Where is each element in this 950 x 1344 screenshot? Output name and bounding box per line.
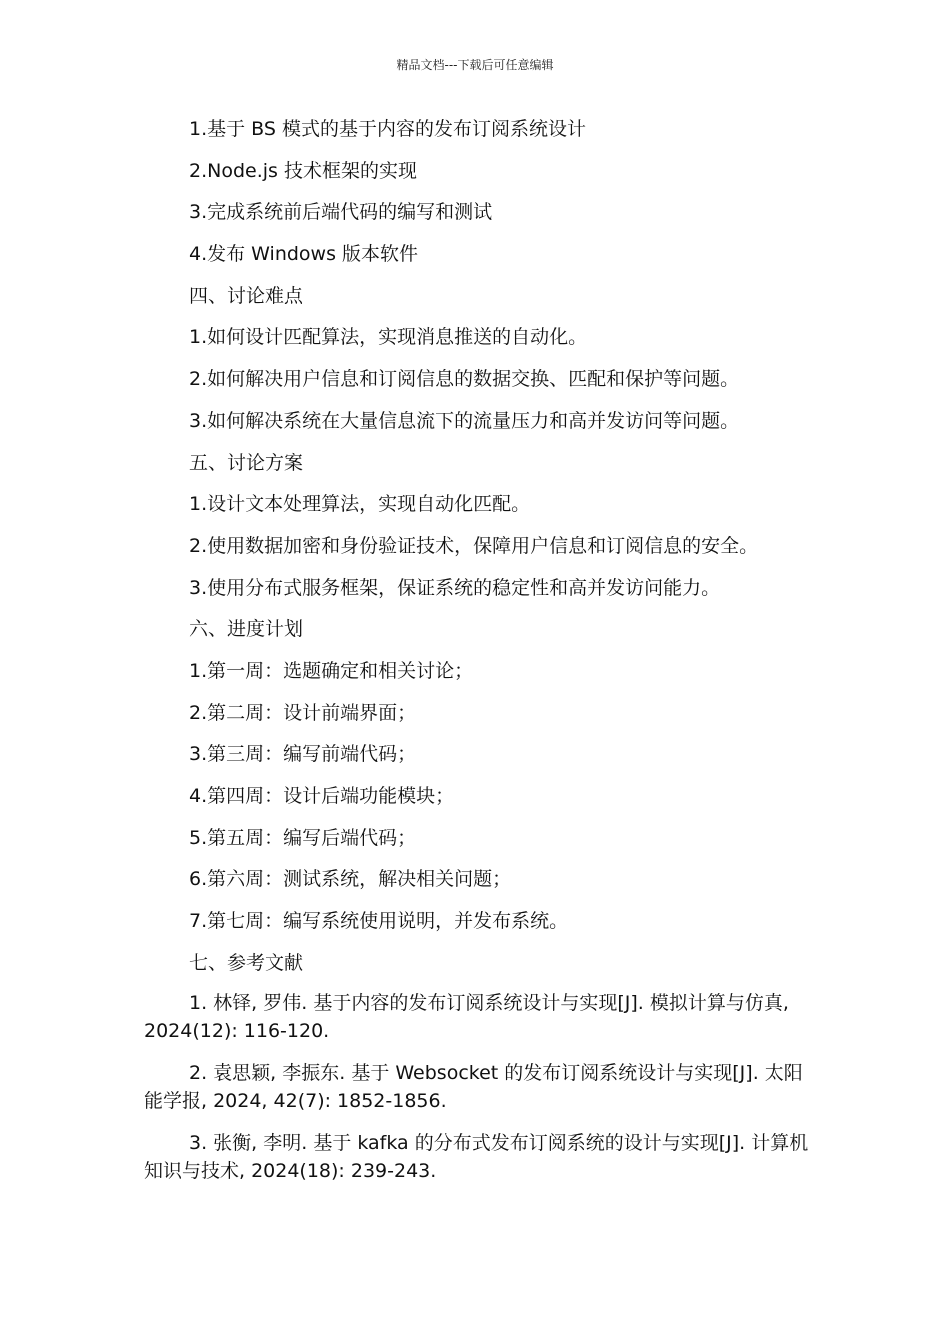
list-item: 1.第一周：选题确定和相关讨论； bbox=[189, 659, 474, 682]
list-item: 1.设计文本处理算法，实现自动化匹配。 bbox=[189, 493, 531, 516]
reference-item: 1. 林铎, 罗伟. 基于内容的发布订阅系统设计与实现[J]. 模拟计算与仿真, 2024(12): 116-120. bbox=[144, 992, 789, 1043]
list-item: 2.如何解决用户信息和订阅信息的数据交换、匹配和保护等问题。 bbox=[189, 368, 740, 391]
list-item: 6.第六周：测试系统，解决相关问题； bbox=[189, 868, 512, 891]
reference-item: 3. 张衡, 李明. 基于 kafka 的分布式发布订阅系统的设计与实现[J]. 计算机知识与技术, 2024(18): 239-243. bbox=[144, 1132, 809, 1183]
list-item: 2.使用数据加密和身份验证技术，保障用户信息和订阅信息的安全。 bbox=[189, 534, 759, 557]
list-item: 3.如何解决系统在大量信息流下的流量压力和高并发访问等问题。 bbox=[189, 409, 740, 432]
list-item: 3.完成系统前后端代码的编写和测试 bbox=[189, 201, 493, 224]
section-heading: 五、讨论方案 bbox=[189, 451, 304, 474]
list-item: 3.第三周：编写前端代码； bbox=[189, 743, 417, 766]
list-item: 4.第四周：设计后端功能模块； bbox=[189, 785, 455, 807]
list-item: 4.发布 Windows 版本软件 bbox=[189, 243, 419, 266]
reference-item: 2. 袁思颖, 李振东. 基于 Websocket 的发布订阅系统设计与实现[J]. 太阳能学报, 2024, 42(7): 1852-1856. bbox=[144, 1062, 803, 1113]
list-item: 7.第七周：编写系统使用说明，并发布系统。 bbox=[189, 910, 569, 933]
page-header: 精品文档---下载后可任意编辑 bbox=[396, 58, 554, 72]
list-item: 2.Node.js 技术框架的实现 bbox=[189, 159, 417, 182]
reference-list bbox=[144, 989, 814, 1185]
section-heading: 四、讨论难点 bbox=[189, 284, 304, 307]
list-item: 2.第二周：设计前端界面； bbox=[189, 701, 417, 724]
list-item: 3.使用分布式服务框架，保证系统的稳定性和高并发访问能力。 bbox=[189, 576, 721, 599]
list-item: 1.如何设计匹配算法，实现消息推送的自动化。 bbox=[189, 326, 588, 349]
document-body bbox=[144, 114, 814, 1199]
list-item: 1.基于 BS 模式的基于内容的发布订阅系统设计 bbox=[189, 118, 586, 140]
section-heading: 六、进度计划 bbox=[189, 618, 304, 641]
section-heading: 七、参考文献 bbox=[189, 951, 304, 974]
list-item: 5.第五周：编写后端代码； bbox=[189, 826, 417, 849]
